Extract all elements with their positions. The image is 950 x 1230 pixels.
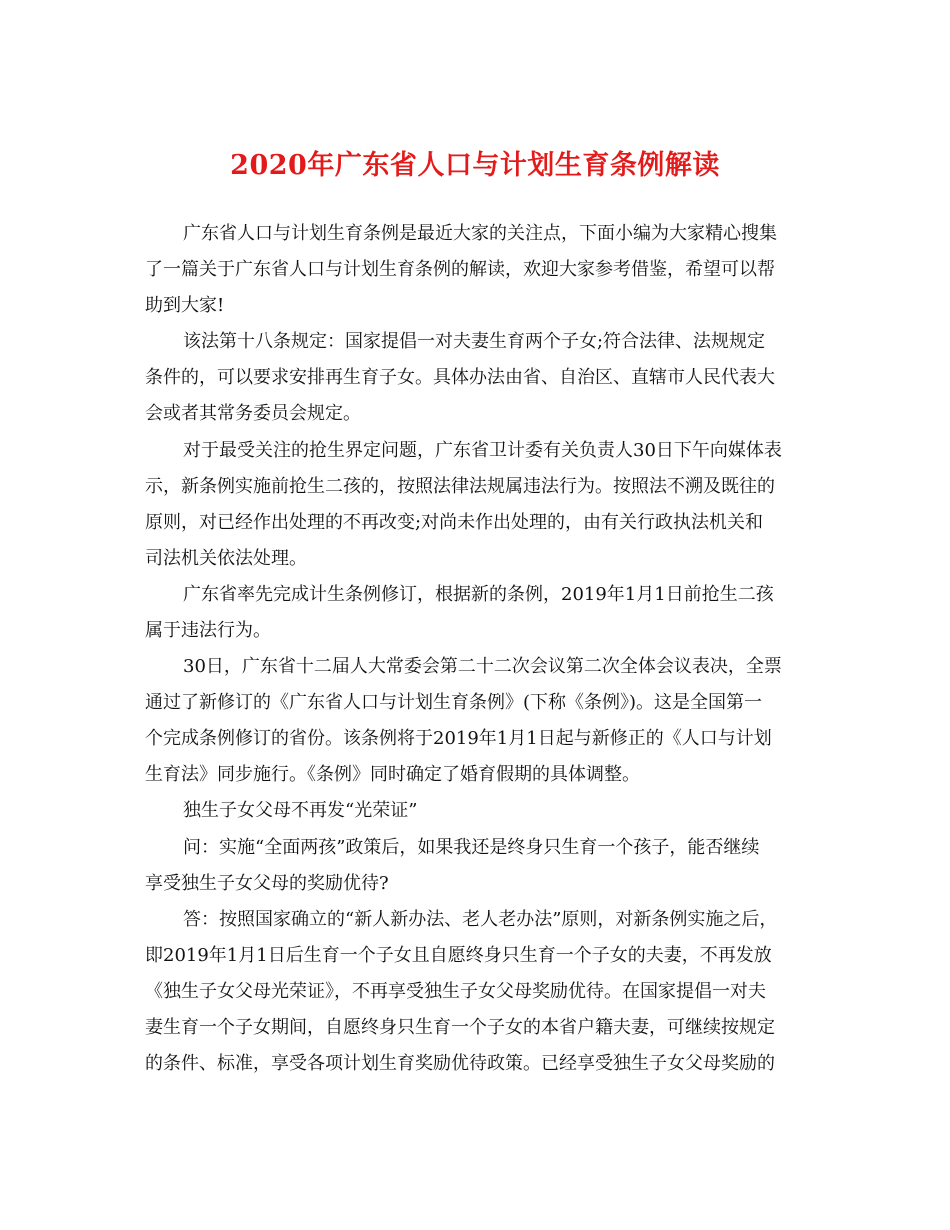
paragraph-line: 原则，对已经作出处理的不再改变;对尚未作出处理的，由有关行政执法机关和: [145, 512, 764, 533]
paragraph-line: 了一篇关于广东省人口与计划生育条例的解读，欢迎大家参考借鉴，希望可以帮: [145, 259, 775, 280]
section-heading-line: 独生子女父母不再发“光荣证”: [183, 800, 418, 821]
paragraph-line: 通过了新修订的《广东省人口与计划生育条例》(下称《条例》)。这是全国第一: [145, 692, 763, 713]
paragraph-line: 享受独生子女父母的奖励优待?: [145, 873, 389, 894]
paragraph-line: 对于最受关注的抢生界定问题，广东省卫计委有关负责人30日下午向媒体表: [183, 440, 782, 461]
paragraph-line: 《独生子女父母光荣证》，不再享受独生子女父母奖励优待。在国家提倡一对夫: [145, 981, 766, 1002]
paragraph-line: 的条件、标准，享受各项计划生育奖励优待政策。已经享受独生子女父母奖励的: [145, 1053, 775, 1074]
paragraph-line: 助到大家!: [145, 295, 225, 316]
paragraph-line: 该法第十八条规定：国家提倡一对夫妻生育两个子女;符合法律、法规规定: [183, 331, 766, 352]
paragraph-line: 司法机关依法处理。: [145, 548, 307, 569]
paragraph-line: 条件的，可以要求安排再生育子女。具体办法由省、自治区、直辖市人民代表大: [145, 367, 775, 388]
paragraph-line: 即2019年1月1日后生育一个子女且自愿终身只生育一个子女的夫妻，不再发放: [145, 945, 772, 966]
paragraph-line: 问：实施“全面两孩”政策后，如果我还是终身只生育一个孩子，能否继续: [183, 837, 760, 858]
paragraph-line: 答：按照国家确立的“新人新办法、老人老办法”原则，对新条例实施之后，: [183, 909, 778, 930]
paragraph-line: 生育法》同步施行。《条例》同时确定了婚育假期的具体调整。: [145, 764, 640, 785]
paragraph-line: 属于违法行为。: [145, 620, 271, 641]
paragraph-line: 30日，广东省十二届人大常委会第二十二次会议第二次全体会议表决，全票: [183, 656, 782, 677]
paragraph-line: 广东省率先完成计生条例修订，根据新的条例，2019年1月1日前抢生二孩: [183, 584, 774, 605]
document-title: 2020年广东省人口与计划生育条例解读: [230, 150, 720, 181]
paragraph-line: 示，新条例实施前抢生二孩的，按照法律法规属违法行为。按照法不溯及既往的: [145, 476, 775, 497]
paragraph-line: 广东省人口与计划生育条例是最近大家的关注点，下面小编为大家精心搜集: [183, 223, 777, 244]
paragraph-line: 会或者其常务委员会规定。: [145, 403, 361, 424]
paragraph-line: 个完成条例修订的省份。该条例将于2019年1月1日起与新修正的《人口与计划: [145, 728, 772, 749]
paragraph-line: 妻生育一个子女期间，自愿终身只生育一个子女的本省户籍夫妻，可继续按规定: [145, 1017, 775, 1038]
